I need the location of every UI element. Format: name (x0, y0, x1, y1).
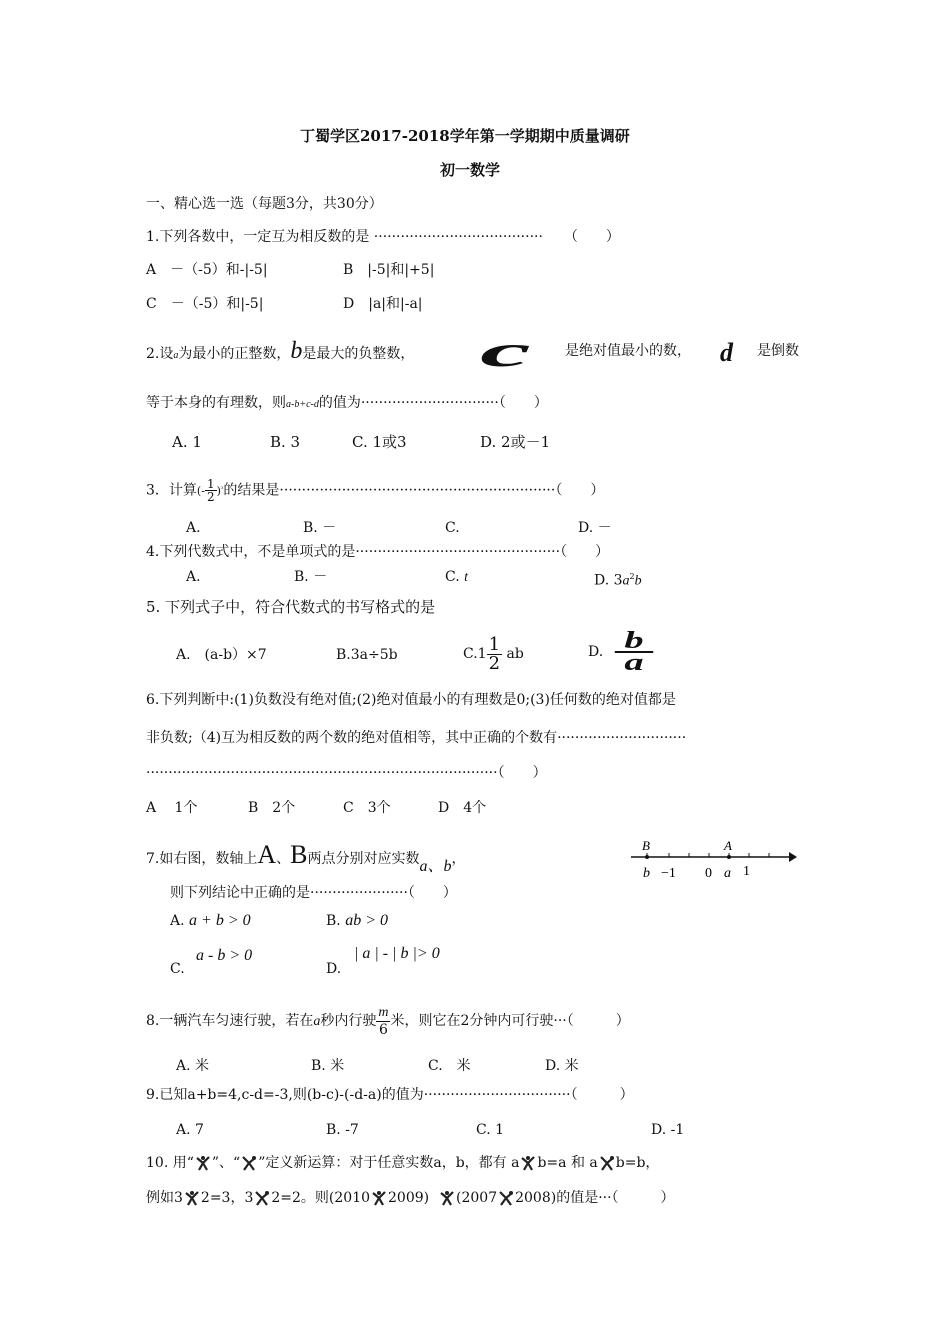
q3-option-d: D. － (578, 520, 612, 536)
q3-option-c: C. (445, 520, 460, 536)
q1-option-d: D |a|和|-a| (343, 296, 423, 312)
q10-l2-text-1: 例如3 (146, 1190, 183, 1206)
q10-line2 (146, 1188, 675, 1208)
q3-paren-left: (- (196, 484, 205, 498)
page-title: 丁蜀学区2017-2018学年第一学期期中质量调研 (300, 127, 630, 145)
q8-fraction (376, 1005, 390, 1038)
q7-option-b-label: B. (326, 913, 341, 929)
q2-expression: a-b+c-d (286, 399, 319, 410)
q8-var-a: a (313, 1014, 321, 1029)
q7-option-a (170, 911, 251, 931)
q5-option-b: B.3a÷5b (336, 647, 398, 663)
q3-option-a: A. (186, 520, 201, 536)
q4-option-d-exp: 2 (629, 572, 635, 581)
q4-option-d (594, 567, 642, 592)
q7-option-d-expr-row (354, 944, 440, 964)
q10-text-1: 10. 用“ (146, 1155, 194, 1171)
q4-stem: 4.下列代数式中，不是单项式的是··············································（ ） (146, 544, 610, 560)
q8-stem (146, 1003, 630, 1040)
q7-comma: ， (451, 851, 466, 867)
q8-denominator: 6 (378, 1021, 388, 1038)
q6-line2: 非负数;（4)互为相反数的两个数的绝对值相等，其中正确的个数有····························· (146, 730, 687, 746)
q2-text-3: 是最大的负整数， (302, 346, 415, 362)
section-heading: 一、精心选一选（每题3分，共30分） (146, 196, 383, 212)
q2-symbol-a: a (173, 350, 179, 361)
tick-label-m1: −1 (661, 866, 676, 881)
q5-option-a: A. (a-b）×7 (176, 647, 267, 663)
q10-l2-text-6: 2008)的值是···（ ） (515, 1190, 675, 1206)
q6-line1: 6.下列判断中:(1)负数没有绝对值;(2)绝对值最小的有理数是0;(3)任何数的绝对值都是 (146, 692, 676, 708)
q7-symbol-A: A (257, 840, 277, 869)
q4-option-a: A. (186, 569, 201, 585)
q3-exponent: 3 (220, 485, 224, 490)
q8-text-3: 米，则它在2分钟内可行驶···（ ） (390, 1013, 630, 1029)
operator-hook-icon (497, 1189, 515, 1207)
q7-option-b (326, 911, 388, 931)
q10-l2-text-2: 2=3，3 (200, 1190, 254, 1206)
q3-fraction (205, 478, 217, 503)
page-subtitle: 初一数学 (440, 161, 501, 179)
q2-option-b: B. 3 (270, 433, 301, 451)
tick-label-a: a (724, 866, 731, 881)
q10-text-3: ”定义新运算：对于任意实数a，b，都有 a (258, 1155, 520, 1171)
q5-option-d-label: D. (588, 644, 604, 660)
operator-hook-icon (240, 1154, 258, 1172)
q7-symbol-B: B (290, 840, 308, 869)
q3-paren-right: ) (216, 484, 221, 498)
q2-line2 (146, 393, 548, 415)
q3-text-2: 的结果是······························································（ ） (223, 482, 605, 499)
q7-option-c-expr-row (196, 946, 252, 966)
q2-line2-tail: 的值为·······························（ ） (318, 395, 548, 411)
q8-option-d: D. 米 (545, 1058, 579, 1074)
q2-text-2: 为最小的正整数， (178, 346, 291, 362)
q6-line3: ···············································································（ ） (146, 765, 547, 781)
q6-option-a: A 1个 (146, 800, 198, 816)
q9-option-b: B. -7 (326, 1122, 359, 1138)
operator-star-icon (194, 1154, 212, 1172)
q7-option-a-expr: a + b > 0 (189, 912, 251, 929)
q10-text-2: ”、“ (211, 1155, 241, 1171)
q5-option-d-fraction (622, 628, 646, 676)
q4-option-c-value: t (464, 570, 469, 585)
q2-text-5: 是倒数 (757, 343, 799, 359)
q8-option-b: B. 米 (311, 1058, 345, 1074)
q5-option-c-num: 1 (488, 633, 501, 655)
tick-label-b: b (643, 866, 650, 881)
q7-option-d-expr: | a | - | b |> 0 (354, 945, 440, 962)
q5-stem: 5. 下列式子中，符合代数式的书写格式的是 (146, 598, 436, 616)
q5-option-c-fraction (487, 633, 502, 674)
q2-option-d: D. 2或－1 (480, 433, 551, 451)
q10-l2-text-4: 2009) (388, 1190, 430, 1206)
q7-option-c-label: C. (170, 961, 185, 977)
operator-star-icon (519, 1154, 537, 1172)
q1-stem: 1.下列各数中，一定互为相反数的是 ······································ （ ） (146, 229, 620, 245)
q8-numerator: m (378, 1004, 389, 1020)
operator-star-icon (370, 1189, 388, 1207)
q7-line2: 则下列结论中正确的是······················（ ） (170, 885, 457, 901)
point-B-label: B (642, 838, 650, 853)
number-line-arrow (789, 852, 797, 862)
q10-text-4: b=a 和 a (537, 1155, 598, 1171)
q7-option-d-label: D. (326, 961, 342, 977)
point-a-dot (727, 855, 731, 859)
q10-l2-text-3: 2=2。则(2010 (271, 1190, 371, 1206)
q8-text-1: 8.一辆汽车匀速行驶，若在 (146, 1013, 314, 1029)
point-b-dot (645, 855, 649, 859)
q4-option-b: B. － (294, 569, 328, 585)
operator-star-icon (438, 1189, 456, 1207)
q1-option-c: C －（-5）和|-5| (146, 296, 264, 312)
q3-text-1: 3．计算 (146, 482, 197, 499)
q1-option-b: B |-5|和|+5| (343, 262, 435, 278)
operator-hook-icon (598, 1154, 616, 1172)
q10-line1 (146, 1153, 659, 1173)
q5-option-d-num: b (614, 631, 652, 653)
q5-option-d (588, 630, 646, 674)
q2-line2-text: 等于本身的有理数，则 (146, 395, 286, 411)
q7-text-2: 两点分别对应实数 (307, 851, 420, 867)
q5-option-c (463, 634, 524, 674)
q8-text-2: 秒内行驶 (320, 1013, 377, 1029)
q9-option-c: C. 1 (476, 1122, 505, 1138)
q7-line1 (146, 840, 466, 874)
q8-option-c: C. 米 (428, 1058, 471, 1074)
q3-denominator: 2 (206, 490, 215, 505)
q2-symbol-c: c (480, 327, 531, 376)
q9-option-d: D. -1 (651, 1122, 685, 1138)
q8-option-a: A. 米 (176, 1058, 210, 1074)
q6-option-b: B 2个 (248, 800, 296, 816)
q9-option-a: A. 7 (176, 1122, 204, 1138)
q10-l2-text-5: (2007 (456, 1190, 498, 1206)
tick-label-0: 0 (705, 866, 712, 881)
q4-option-d-label: D. 3 (594, 572, 623, 589)
q6-option-d: D 4个 (438, 800, 487, 816)
q7-separator: 、 (276, 851, 291, 867)
q5-option-c-suffix: ab (506, 646, 524, 662)
q7-text-1: 7.如右图，数轴上 (146, 851, 258, 867)
q7-option-b-expr: ab > 0 (345, 912, 388, 929)
q4-option-d-b: b (634, 573, 642, 589)
q7-vars: a、b (419, 858, 452, 875)
q3-stem (146, 474, 604, 506)
q4-option-c-label: C. (445, 569, 460, 585)
q4-option-c (445, 567, 468, 588)
q2-option-c: C. 1或3 (352, 433, 407, 451)
q3-numerator: 1 (206, 477, 215, 492)
q5-option-d-den: a (624, 650, 644, 676)
q7-option-c-expr: a - b > 0 (196, 947, 253, 964)
operator-star-icon (183, 1189, 201, 1207)
point-A-label: A (724, 838, 732, 853)
number-line (625, 836, 805, 886)
tick-label-1: 1 (743, 864, 750, 879)
q1-option-a: A －（-5）和-|-5| (146, 262, 268, 278)
q2-text-1: 2.设 (146, 346, 174, 362)
q2-text-4: 是绝对值最小的数， (565, 343, 691, 359)
q2-symbol-b: b (290, 338, 303, 364)
q4-option-d-a: a (622, 573, 630, 589)
q5-option-c-prefix: C.1 (463, 646, 487, 662)
q2-line1 (146, 338, 414, 369)
q9-stem: 9.已知a+b=4,c-d=-3,则(b-c)-(-d-a)的值为·································（ ） (146, 1087, 634, 1103)
q3-option-b: B. － (303, 520, 337, 536)
operator-hook-icon (253, 1189, 271, 1207)
q6-option-c: C 3个 (343, 800, 391, 816)
q2-symbol-d: d (720, 338, 733, 367)
q10-text-5: b=b， (615, 1155, 660, 1171)
q5-option-c-den: 2 (488, 652, 501, 674)
q2-option-a: A. 1 (172, 433, 202, 451)
q7-option-a-label: A. (170, 913, 185, 929)
